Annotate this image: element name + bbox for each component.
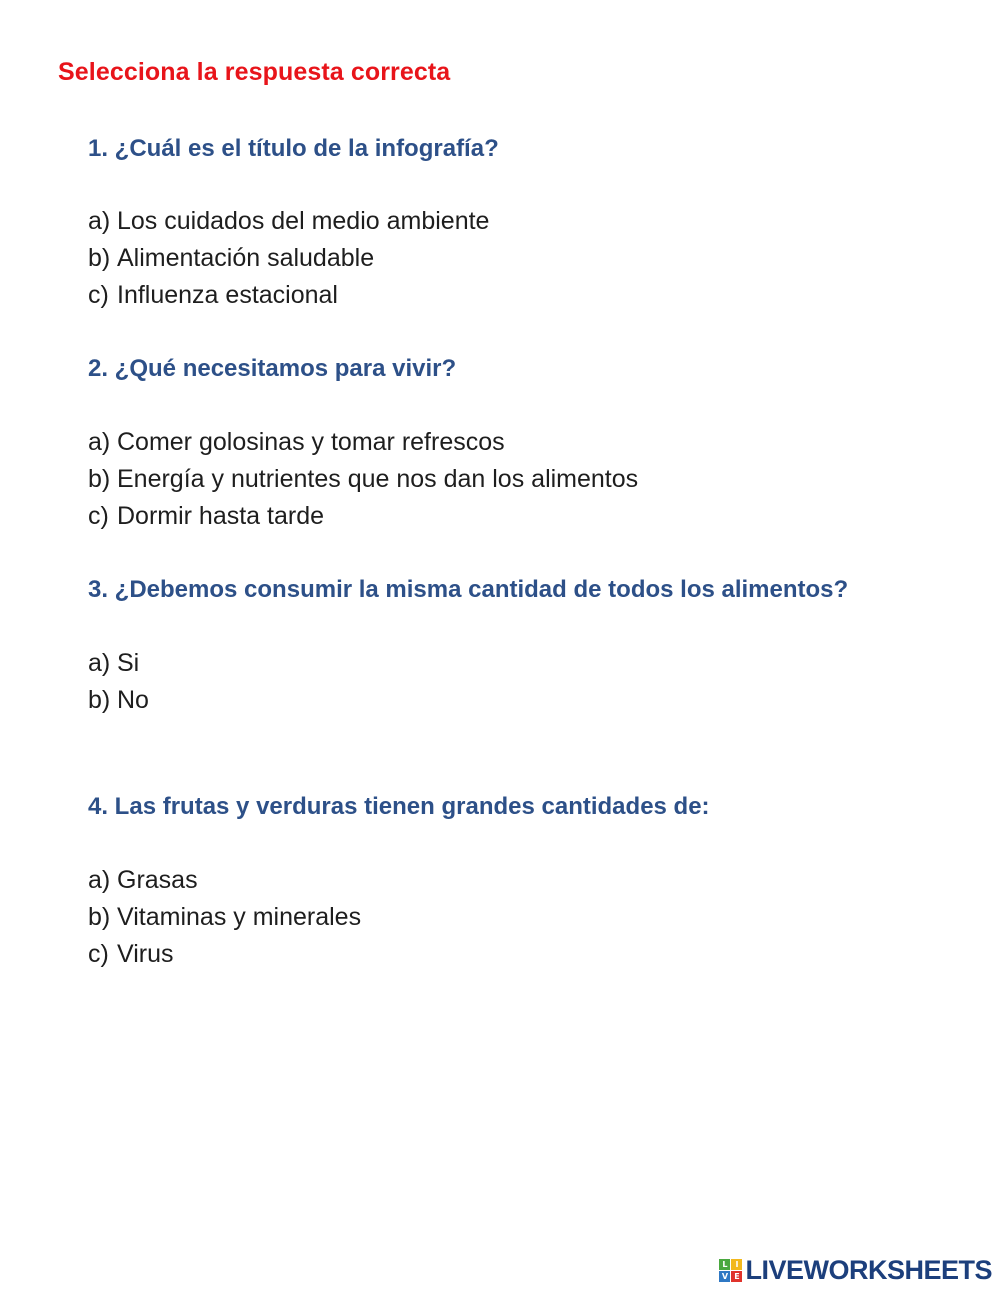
logo-square-i: I <box>731 1259 742 1270</box>
option-2c[interactable] <box>88 498 638 535</box>
option-letter: c) <box>88 502 109 530</box>
liveworksheets-logo-icon <box>719 1259 742 1282</box>
option-2b[interactable] <box>88 461 638 498</box>
logo-square-e: E <box>731 1271 742 1282</box>
option-letter: b) <box>88 903 111 931</box>
logo-square-v: V <box>719 1271 730 1282</box>
instruction-heading: Selecciona la respuesta correcta <box>58 58 451 86</box>
question-1: 1. ¿Cuál es el título de la infografía? <box>88 135 499 162</box>
option-text: Virus <box>117 940 174 968</box>
question-2: 2. ¿Qué necesitamos para vivir? <box>88 355 457 382</box>
option-text: Comer golosinas y tomar refrescos <box>117 428 505 456</box>
option-2a[interactable] <box>88 424 638 461</box>
option-text: Influenza estacional <box>117 281 338 309</box>
option-text: No <box>117 686 149 714</box>
logo-square-l: L <box>719 1259 730 1270</box>
option-1c[interactable] <box>88 277 489 314</box>
option-letter: a) <box>88 428 111 456</box>
question-3-options <box>88 645 149 719</box>
option-letter: c) <box>88 940 109 968</box>
option-text: Si <box>117 649 140 677</box>
option-letter: b) <box>88 465 111 493</box>
question-1-options <box>88 203 489 314</box>
option-letter: a) <box>88 207 111 235</box>
question-4: 4. Las frutas y verduras tienen grandes cantidades de: <box>88 793 710 820</box>
option-1b[interactable] <box>88 240 489 277</box>
option-text: Alimentación saludable <box>117 244 375 272</box>
option-text: Energía y nutrientes que nos dan los alimentos <box>117 465 639 493</box>
question-3: 3. ¿Debemos consumir la misma cantidad de todos los alimentos? <box>88 576 849 603</box>
option-text: Vitaminas y minerales <box>117 903 362 931</box>
question-4-options <box>88 862 361 973</box>
option-letter: a) <box>88 649 111 677</box>
liveworksheets-brand <box>719 1253 992 1287</box>
option-3a[interactable] <box>88 645 149 682</box>
option-text: Grasas <box>117 866 198 894</box>
option-4b[interactable] <box>88 899 361 936</box>
option-4a[interactable] <box>88 862 361 899</box>
option-3b[interactable] <box>88 682 149 719</box>
option-letter: b) <box>88 244 111 272</box>
question-2-options <box>88 424 638 535</box>
brand-name: LIVEWORKSHEETS <box>745 1254 992 1285</box>
option-text: Dormir hasta tarde <box>117 502 325 530</box>
option-letter: a) <box>88 866 111 894</box>
option-text: Los cuidados del medio ambiente <box>117 207 490 235</box>
option-letter: c) <box>88 281 109 309</box>
option-letter: b) <box>88 686 111 714</box>
option-1a[interactable] <box>88 203 489 240</box>
option-4c[interactable] <box>88 936 361 973</box>
